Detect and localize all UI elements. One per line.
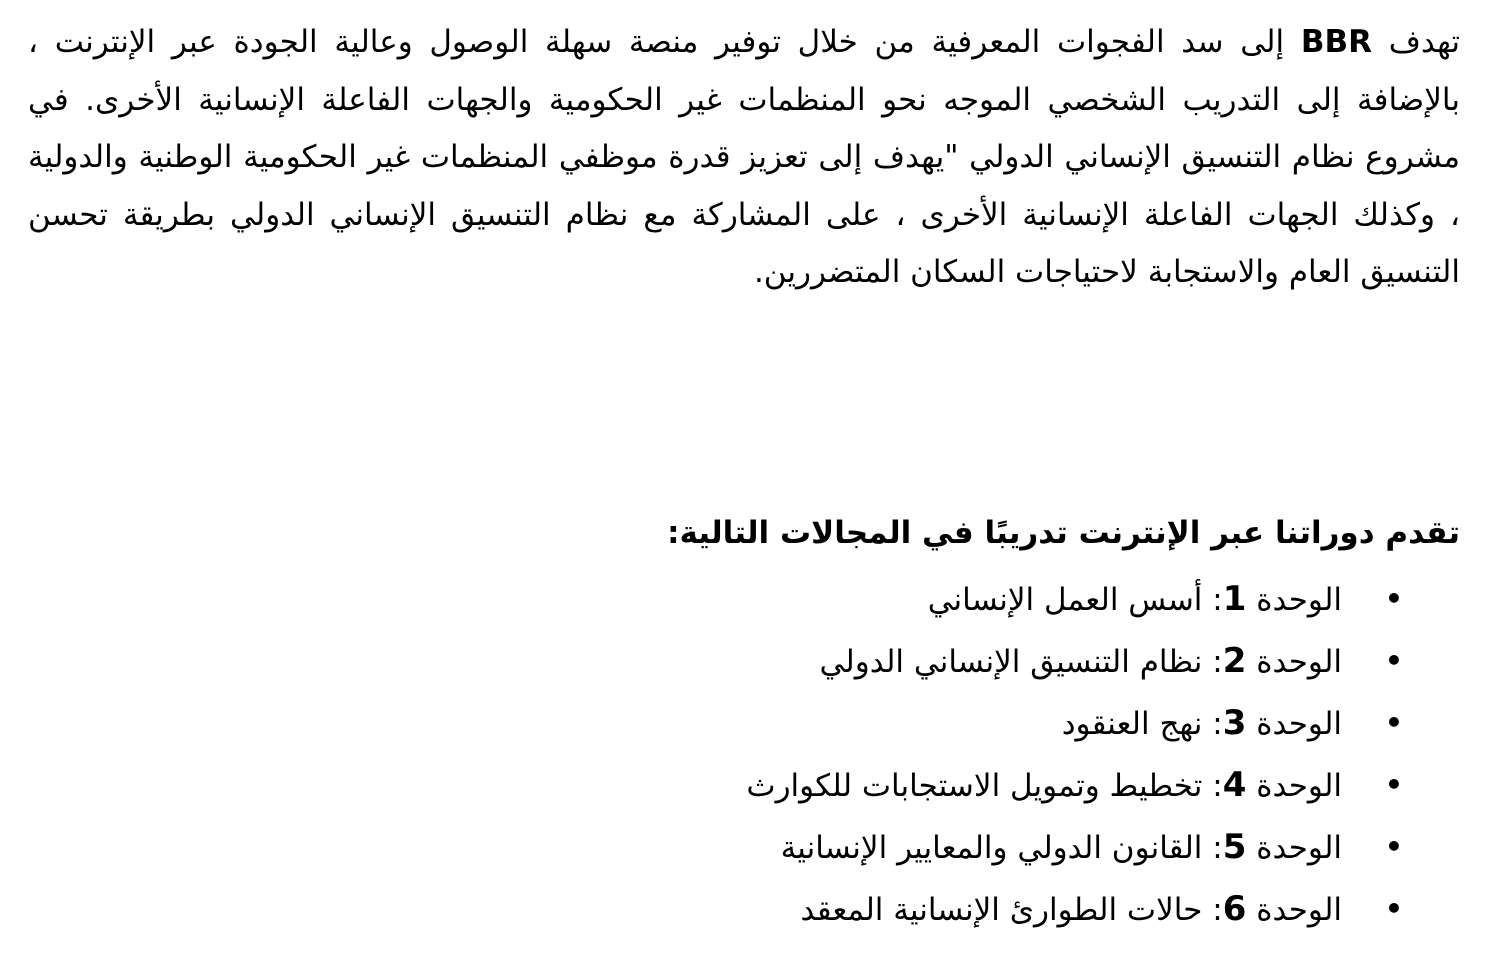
module-title: نظام التنسيق الإنساني الدولي bbox=[819, 644, 1203, 680]
module-number: 2 bbox=[1222, 641, 1247, 681]
module-item-4 bbox=[746, 756, 1403, 818]
module-label: الوحدة bbox=[1256, 706, 1342, 742]
module-label: الوحدة bbox=[1256, 830, 1342, 866]
bullet-icon: • bbox=[1385, 706, 1403, 739]
intro-prefix: تهدف bbox=[1388, 24, 1461, 60]
module-item-6 bbox=[746, 880, 1403, 942]
bullet-icon: • bbox=[1385, 830, 1403, 863]
module-separator: : bbox=[1212, 644, 1223, 680]
bullet-icon: • bbox=[1385, 892, 1403, 925]
module-number: 3 bbox=[1222, 703, 1247, 743]
bullet-icon: • bbox=[1385, 768, 1403, 801]
module-separator: : bbox=[1212, 768, 1223, 804]
module-item-5 bbox=[746, 818, 1403, 880]
module-separator: : bbox=[1212, 582, 1223, 618]
brand-name: BBR bbox=[1300, 24, 1372, 60]
intro-body: إلى سد الفجوات المعرفية من خلال توفير منصة سهلة الوصول وعالية الجودة عبر الإنترنت ، بالإضافة إلى التدريب الشخصي الموجه نحو المنظمات غير الحكومية والجهات الفاعلة الإنسانية الأخرى. في مشروع نظام التنسيق الإنساني الدولي "يهدف إلى تعزيز قدرة موظفي المنظمات غير الحكومية الوطنية والدولية ، وكذلك الجهات الفاعلة الإنسانية الأخرى ، على المشاركة مع نظام التنسيق الإنساني الدولي بطريقة تحسن التنسيق العام والاستجابة لاحتياجات السكان المتضررين. bbox=[28, 24, 1460, 290]
module-label: الوحدة bbox=[1256, 644, 1342, 680]
module-number: 5 bbox=[1222, 827, 1247, 867]
module-item-1 bbox=[746, 570, 1403, 632]
courses-heading: تقدم دوراتنا عبر الإنترنت تدريبًا في المجالات التالية: bbox=[667, 515, 1460, 551]
intro-paragraph bbox=[28, 14, 1460, 302]
module-item-3 bbox=[746, 694, 1403, 756]
module-separator: : bbox=[1212, 706, 1223, 742]
module-number: 6 bbox=[1222, 889, 1247, 929]
module-number: 4 bbox=[1222, 765, 1247, 805]
module-title: تخطيط وتمويل الاستجابات للكوارث bbox=[746, 768, 1203, 804]
module-title: أسس العمل الإنساني bbox=[927, 582, 1203, 618]
module-title: نهج العنقود bbox=[1061, 706, 1203, 742]
module-title: القانون الدولي والمعايير الإنسانية bbox=[780, 830, 1203, 866]
module-title: حالات الطوارئ الإنسانية المعقد bbox=[800, 892, 1203, 928]
module-label: الوحدة bbox=[1256, 768, 1342, 804]
module-number: 1 bbox=[1222, 579, 1247, 619]
module-list bbox=[746, 570, 1403, 942]
module-item-2 bbox=[746, 632, 1403, 694]
module-label: الوحدة bbox=[1256, 582, 1342, 618]
module-separator: : bbox=[1212, 892, 1223, 928]
module-label: الوحدة bbox=[1256, 892, 1342, 928]
bullet-icon: • bbox=[1385, 644, 1403, 677]
module-separator: : bbox=[1212, 830, 1223, 866]
bullet-icon: • bbox=[1385, 582, 1403, 615]
